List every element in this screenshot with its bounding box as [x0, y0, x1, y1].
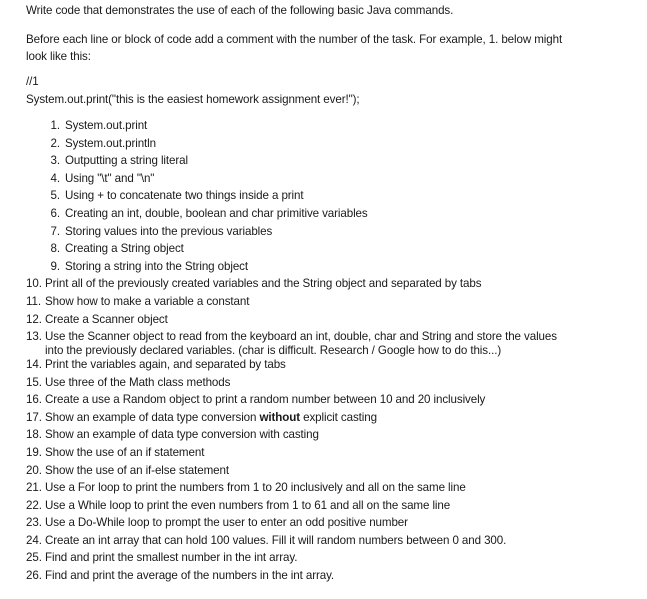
task-item [26, 499, 631, 517]
task-item [26, 464, 631, 482]
task-text: System.out.print [65, 119, 148, 132]
task-item [26, 516, 631, 534]
task-text: Create a use a Random object to print a random number between 10 and 20 inclusively [45, 393, 486, 407]
task-text [45, 411, 631, 425]
task-number: 24. [26, 533, 42, 547]
task-text: Find and print the average of the numbers in the int array. [45, 569, 335, 583]
task-item [26, 411, 631, 429]
task-text: Show an example of data type conversion with casting [45, 428, 319, 442]
task-number: 22. [26, 498, 42, 512]
task-item [46, 207, 631, 225]
task-text: Create an int array that can hold 100 values. Fill it will random numbers between 0 and 300. [45, 533, 507, 547]
task-text: Show the use of an if statement [45, 445, 205, 459]
task-text: Create a Scanner object [45, 312, 168, 326]
instruction-line: Before each line or block of code add a comment with the number of the task. For example, 1. below might [26, 33, 563, 46]
task-number: 12. [26, 312, 42, 326]
task-number: 11. [26, 294, 41, 308]
task-item [46, 119, 631, 137]
task-item [46, 154, 631, 172]
task-item [46, 189, 631, 207]
task-number: 16. [26, 393, 42, 407]
task-list-continued [26, 277, 631, 586]
task-item [26, 393, 631, 411]
task-number: 1. [50, 119, 60, 132]
task-item [46, 242, 631, 260]
task-number: 7. [50, 224, 60, 238]
task-text: Storing values into the previous variables [65, 224, 273, 238]
task-list [26, 119, 631, 277]
task-number: 5. [50, 189, 60, 203]
task-text-after: explicit casting [303, 410, 377, 424]
example-code: System.out.print("this is the easiest homework assignment ever!"); [26, 93, 360, 106]
task-text: Creating an int, double, boolean and char primitive variables [65, 206, 368, 220]
task-item [26, 446, 631, 464]
task-number: 25. [26, 551, 42, 565]
task-number: 8. [50, 242, 60, 256]
task-number: 18. [26, 428, 42, 442]
task-text: Use three of the Math class methods [45, 375, 231, 389]
intro-text: Write code that demonstrates the use of each of the following basic Java commands. [26, 4, 454, 17]
task-number: 2. [50, 136, 60, 150]
task-text: Use a While loop to print the even numbers from 1 to 61 and all on the same line [45, 498, 451, 512]
task-item [46, 137, 631, 155]
task-item [46, 172, 631, 190]
task-number: 19. [26, 445, 42, 459]
task-number: 3. [50, 154, 60, 168]
task-text: Use a For loop to print the numbers from 1 to 20 inclusively and all on the same line [45, 481, 466, 495]
task-item [26, 428, 631, 446]
task-text: Find and print the smallest number in the int array. [45, 551, 298, 565]
task-item [26, 358, 631, 376]
task-number: 10. [26, 277, 42, 291]
task-text: Print the variables again, and separated by tabs [45, 357, 286, 371]
task-number: 9. [50, 259, 60, 273]
task-text-line: Use the Scanner object to read from the keyboard an int, double, char and String and store the values [45, 330, 557, 344]
task-text-continuation: into the previously declared variables. (char is difficult. Research / Google how to do this...) [45, 344, 502, 358]
task-number: 13. [26, 330, 42, 344]
task-number: 6. [50, 206, 60, 220]
task-text [45, 330, 631, 358]
task-text-bold: without [259, 410, 301, 424]
task-text: Using + to concatenate two things inside a print [65, 189, 304, 203]
task-text: Storing a string into the String object [65, 259, 248, 273]
task-item [26, 295, 631, 313]
task-text: Creating a String object [65, 242, 184, 256]
task-text: Print all of the previously created variables and the String object and separated by tabs [45, 277, 482, 291]
task-text: System.out.println [65, 136, 156, 150]
instruction-paragraph [26, 33, 631, 67]
task-item [26, 569, 631, 587]
task-text: Using "\t" and "\n" [65, 171, 155, 185]
task-item [26, 534, 631, 552]
task-number: 17. [26, 410, 42, 424]
task-item [26, 481, 631, 499]
example-comment: //1 [26, 75, 39, 88]
task-text: Show how to make a variable a constant [45, 294, 250, 308]
task-number: 23. [26, 516, 42, 530]
task-item [26, 376, 631, 394]
instruction-line: look like this: [26, 50, 91, 63]
document [26, 4, 631, 587]
task-number: 15. [26, 375, 42, 389]
task-item [26, 330, 631, 358]
task-number: 14. [26, 357, 42, 371]
task-text: Outputting a string literal [65, 154, 188, 168]
task-item [46, 260, 631, 278]
task-number: 4. [50, 171, 60, 185]
task-text: Use a Do-While loop to prompt the user to enter an odd positive number [45, 516, 408, 530]
task-item [26, 277, 631, 295]
task-item [26, 313, 631, 331]
task-number: 26. [26, 569, 42, 583]
task-item [26, 551, 631, 569]
task-item [46, 225, 631, 243]
task-number: 20. [26, 463, 42, 477]
task-number: 21. [26, 481, 42, 495]
task-text: Show the use of an if-else statement [45, 463, 229, 477]
task-text-before: Show an example of data type conversion [45, 410, 257, 424]
